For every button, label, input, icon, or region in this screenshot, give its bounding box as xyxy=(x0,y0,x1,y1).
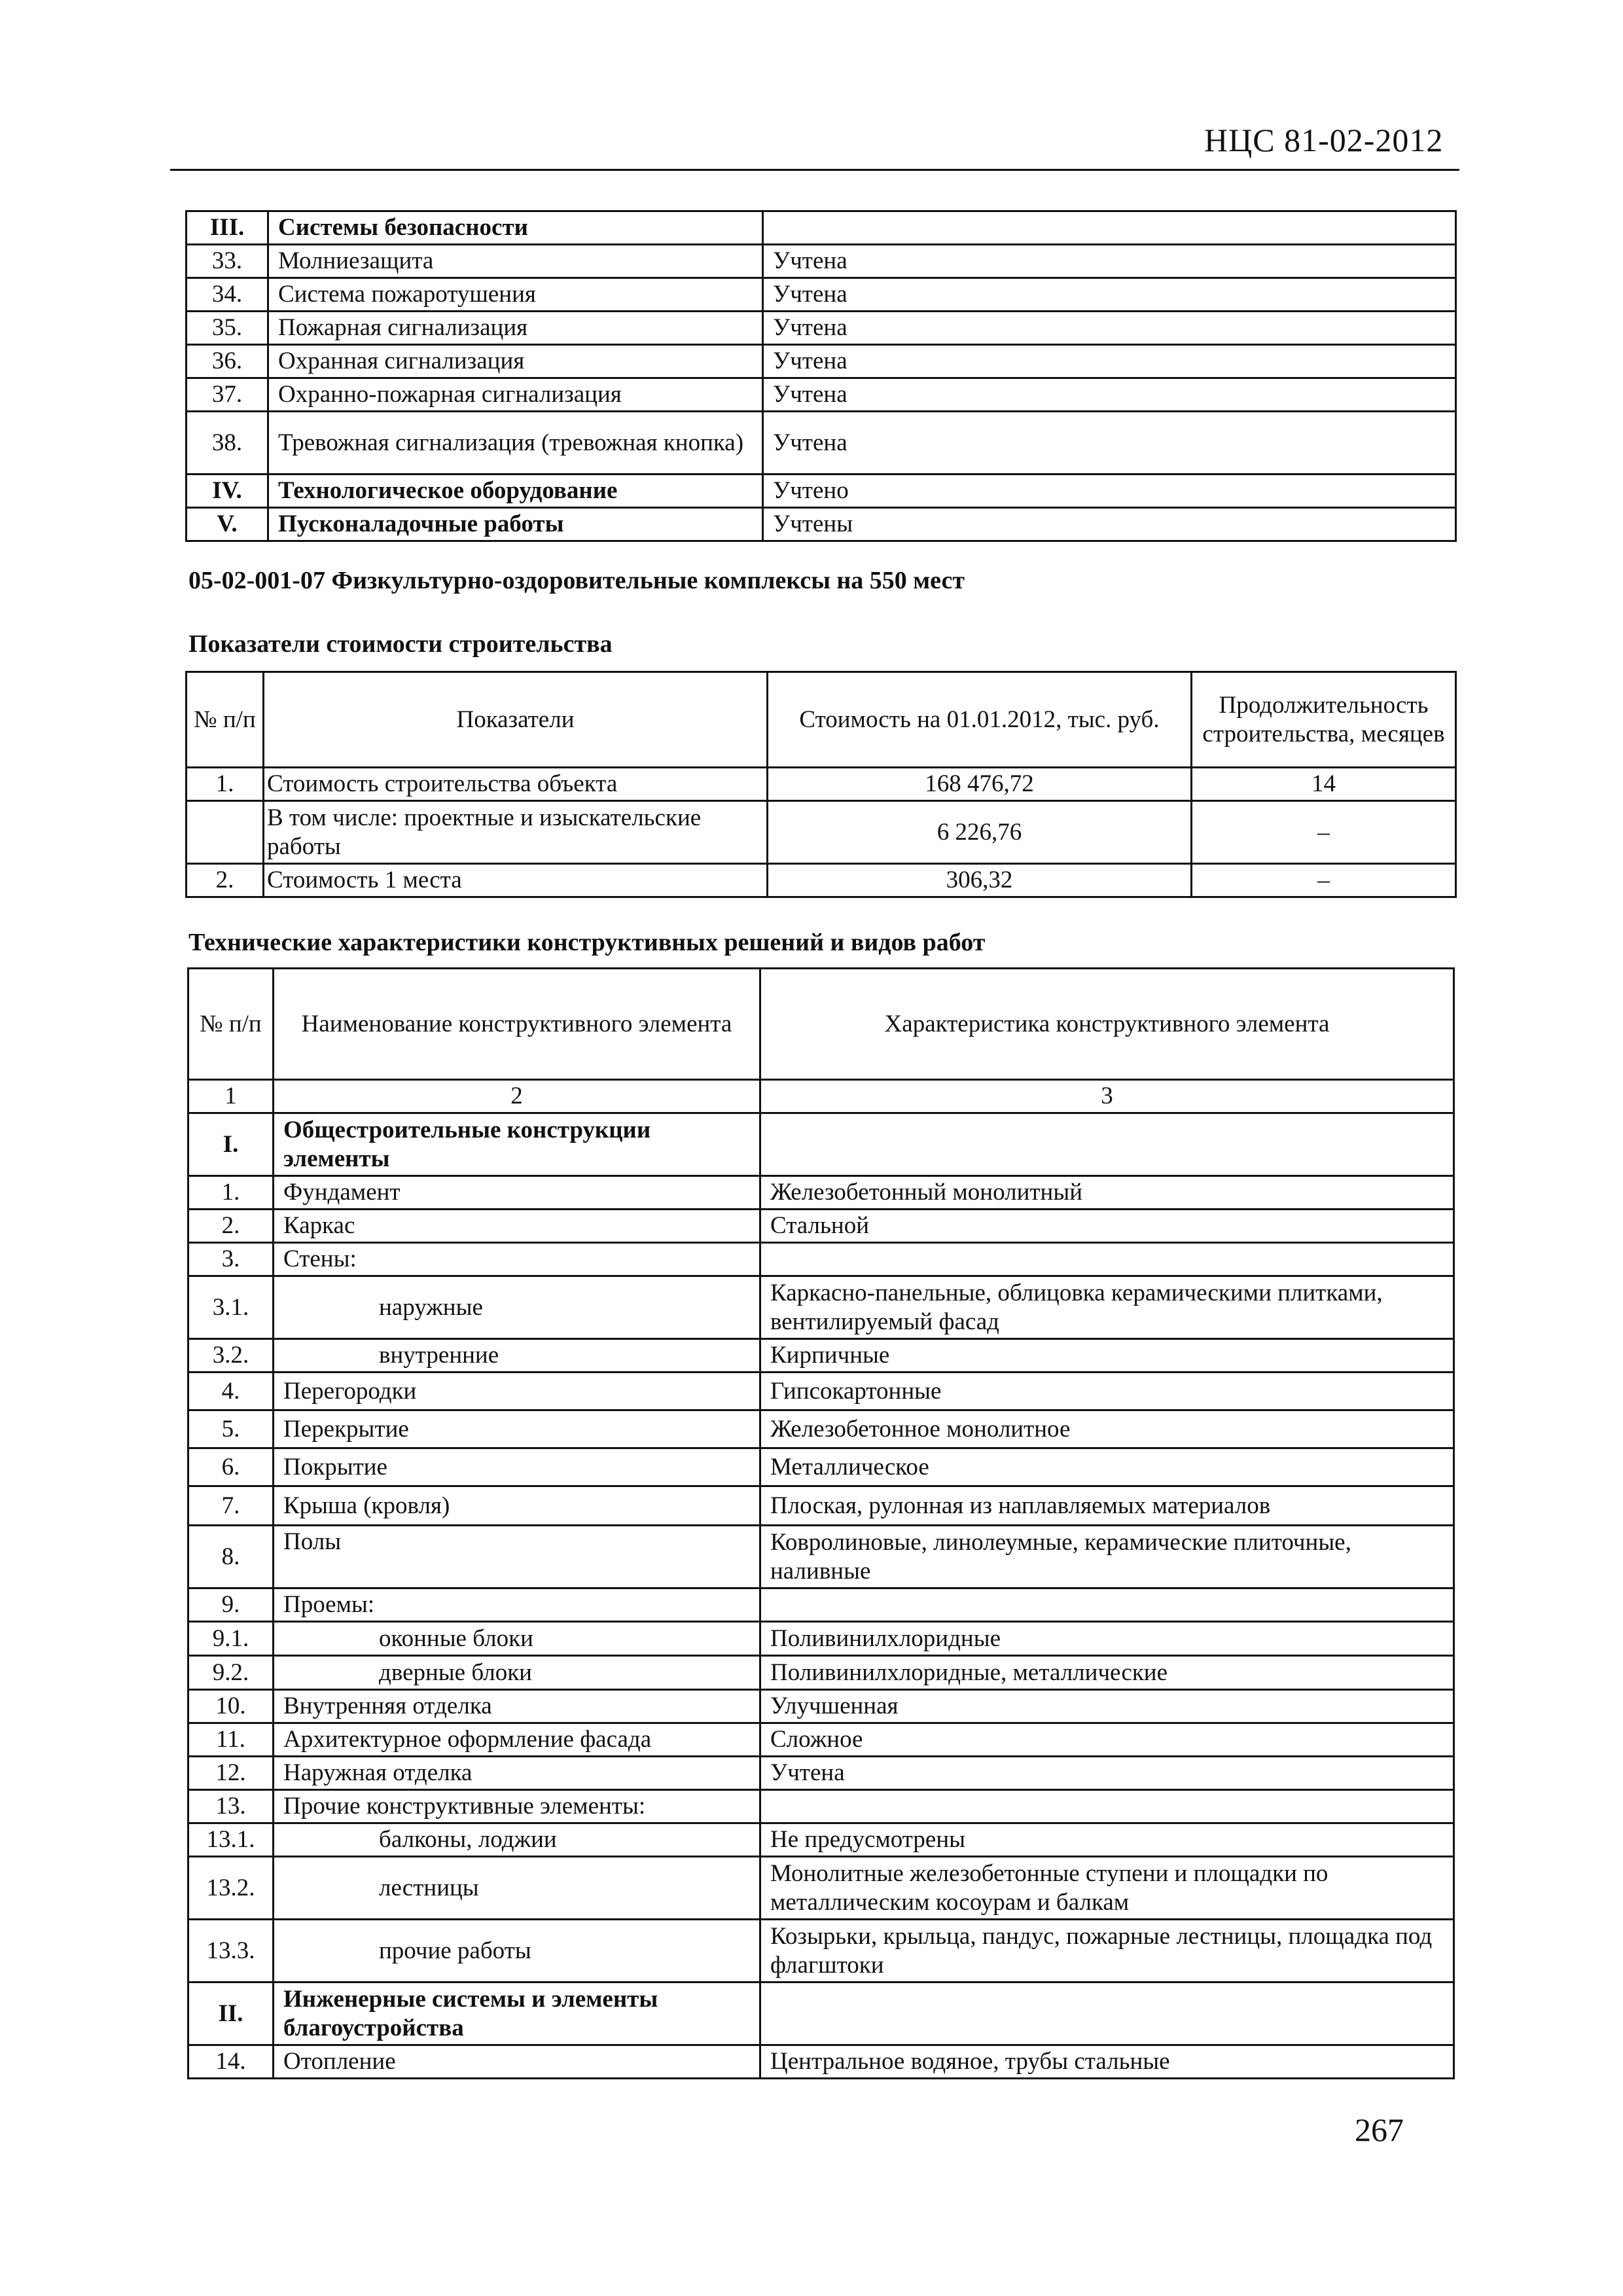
table-row xyxy=(188,2045,1454,2079)
row-number: 6. xyxy=(188,1448,274,1486)
row-name: Молниезащита xyxy=(268,245,763,278)
row-number: 38. xyxy=(187,412,268,475)
table-row xyxy=(187,378,1456,412)
row-number: 3. xyxy=(188,1243,274,1276)
row-characteristic: Улучшенная xyxy=(760,1690,1454,1723)
row-number: IV. xyxy=(187,475,268,508)
row-characteristic xyxy=(760,1790,1454,1823)
row-element: Инженерные системы и элементы благоустройства xyxy=(274,1982,760,2045)
table-header-row xyxy=(187,672,1456,768)
row-cost: 6 226,76 xyxy=(768,801,1192,864)
row-number: 35. xyxy=(187,312,268,345)
row-characteristic: Центральное водяное, трубы стальные xyxy=(760,2045,1454,2079)
row-name: Технологическое оборудование xyxy=(268,475,763,508)
header-element: Наименование конструктивного элемента xyxy=(274,969,760,1080)
table-row xyxy=(187,412,1456,475)
row-element: балконы, лоджии xyxy=(274,1823,760,1857)
row-number: 13.1. xyxy=(188,1823,274,1857)
row-element: Крыша (кровля) xyxy=(274,1486,760,1526)
row-number: 2. xyxy=(188,1210,274,1243)
row-element: Наружная отделка xyxy=(274,1757,760,1790)
table-row xyxy=(188,1410,1454,1448)
row-characteristic: Сложное xyxy=(760,1723,1454,1757)
table-row xyxy=(188,1339,1454,1372)
row-value: Учтена xyxy=(763,412,1456,475)
table-row xyxy=(187,475,1456,508)
row-number: 9.1. xyxy=(188,1622,274,1656)
row-number: 8. xyxy=(188,1526,274,1588)
column-number: 1 xyxy=(188,1080,274,1113)
table-row xyxy=(188,1448,1454,1486)
row-indicator: В том числе: проектные и изыскательские работы xyxy=(264,801,768,864)
row-element: Общестроительные конструкции элементы xyxy=(274,1113,760,1176)
row-number: 11. xyxy=(188,1723,274,1757)
row-characteristic: Поливинилхлоридные xyxy=(760,1622,1454,1656)
table-row xyxy=(188,1622,1454,1656)
table-row xyxy=(188,1982,1454,2045)
row-duration: – xyxy=(1192,801,1456,864)
column-number: 2 xyxy=(274,1080,760,1113)
row-element: оконные блоки xyxy=(274,1622,760,1656)
row-number: II. xyxy=(188,1982,274,2045)
row-number: 13. xyxy=(188,1790,274,1823)
row-number: 7. xyxy=(188,1486,274,1526)
row-characteristic: Металлическое xyxy=(760,1448,1454,1486)
row-duration: – xyxy=(1192,864,1456,897)
cost-indicators-table xyxy=(185,671,1457,898)
row-element: дверные блоки xyxy=(274,1656,760,1690)
column-number-row xyxy=(188,1080,1454,1113)
row-element: Архитектурное оформление фасада xyxy=(274,1723,760,1757)
table-row xyxy=(188,1210,1454,1243)
table-row xyxy=(187,245,1456,278)
table-row xyxy=(188,1588,1454,1622)
row-name: Пожарная сигнализация xyxy=(268,312,763,345)
table-header-row xyxy=(188,969,1454,1080)
header-num: № п/п xyxy=(188,969,274,1080)
row-number: 37. xyxy=(187,378,268,412)
row-number: 4. xyxy=(188,1372,274,1410)
page-number: 267 xyxy=(1355,2111,1404,2148)
row-name: Пусконаладочные работы xyxy=(268,508,763,541)
row-characteristic: Плоская, рулонная из наплавляемых материалов xyxy=(760,1486,1454,1526)
row-characteristic: Учтена xyxy=(760,1757,1454,1790)
row-characteristic: Каркасно-панельные, облицовка керамическими плитками, вентилируемый фасад xyxy=(760,1276,1454,1339)
row-name: Система пожаротушения xyxy=(268,278,763,312)
row-number: III. xyxy=(187,211,268,245)
table-row xyxy=(188,1276,1454,1339)
row-characteristic: Монолитные железобетонные ступени и площадки по металлическим косоурам и балкам xyxy=(760,1857,1454,1920)
row-duration: 14 xyxy=(1192,768,1456,801)
header-divider xyxy=(170,169,1459,171)
row-characteristic: Железобетонное монолитное xyxy=(760,1410,1454,1448)
table-row xyxy=(188,1243,1454,1276)
table-row xyxy=(188,1920,1454,1982)
row-element: лестницы xyxy=(274,1857,760,1920)
row-number: 13.3. xyxy=(188,1920,274,1982)
table-row xyxy=(187,864,1456,897)
row-indicator: Стоимость 1 места xyxy=(264,864,768,897)
row-value: Учтена xyxy=(763,312,1456,345)
row-characteristic: Гипсокартонные xyxy=(760,1372,1454,1410)
row-element: Внутренняя отделка xyxy=(274,1690,760,1723)
row-name: Системы безопасности xyxy=(268,211,763,245)
row-value: Учтена xyxy=(763,345,1456,378)
row-cost: 306,32 xyxy=(768,864,1192,897)
table-row xyxy=(188,1723,1454,1757)
table-row xyxy=(187,278,1456,312)
header-cost: Стоимость на 01.01.2012, тыс. руб. xyxy=(768,672,1192,768)
row-value: Учтено xyxy=(763,475,1456,508)
header-num: № п/п xyxy=(187,672,264,768)
table-row xyxy=(187,801,1456,864)
row-value: Учтена xyxy=(763,378,1456,412)
row-number: 9. xyxy=(188,1588,274,1622)
table-row xyxy=(188,1790,1454,1823)
row-characteristic: Ковролиновые, линолеумные, керамические плиточные, наливные xyxy=(760,1526,1454,1588)
row-characteristic: Железобетонный монолитный xyxy=(760,1176,1454,1210)
row-characteristic: Козырьки, крыльца, пандус, пожарные лестницы, площадка под флагштоки xyxy=(760,1920,1454,1982)
row-number: 34. xyxy=(187,278,268,312)
row-value xyxy=(763,211,1456,245)
table-row xyxy=(188,1823,1454,1857)
row-characteristic xyxy=(760,1243,1454,1276)
technical-characteristics-table xyxy=(187,967,1455,2079)
header-duration: Продолжительность строительства, месяцев xyxy=(1192,672,1456,768)
row-cost: 168 476,72 xyxy=(768,768,1192,801)
table-row xyxy=(188,1656,1454,1690)
table-row xyxy=(187,345,1456,378)
row-number: 9.2. xyxy=(188,1656,274,1690)
table-row xyxy=(187,312,1456,345)
row-number: I. xyxy=(188,1113,274,1176)
cost-table-title: Показатели стоимости строительства xyxy=(188,630,613,658)
row-element: Прочие конструктивные элементы: xyxy=(274,1790,760,1823)
row-number: 33. xyxy=(187,245,268,278)
row-value: Учтены xyxy=(763,508,1456,541)
tech-table-title: Технические характеристики конструктивных решений и видов работ xyxy=(188,929,986,956)
row-element: Проемы: xyxy=(274,1588,760,1622)
table-row xyxy=(187,211,1456,245)
document-code: НЦС 81-02-2012 xyxy=(1204,122,1444,158)
row-value: Учтена xyxy=(763,245,1456,278)
header-characteristic: Характеристика конструктивного элемента xyxy=(760,969,1454,1080)
row-element: Стены: xyxy=(274,1243,760,1276)
table-row xyxy=(188,1526,1454,1588)
row-name: Тревожная сигнализация (тревожная кнопка) xyxy=(268,412,763,475)
row-number xyxy=(187,801,264,864)
row-characteristic: Не предусмотрены xyxy=(760,1823,1454,1857)
safety-systems-table xyxy=(185,210,1457,542)
table-row xyxy=(188,1857,1454,1920)
row-element: Полы xyxy=(274,1526,760,1588)
row-number: 1. xyxy=(188,1176,274,1210)
row-element: Перекрытие xyxy=(274,1410,760,1448)
row-indicator: Стоимость строительства объекта xyxy=(264,768,768,801)
row-element: Отопление xyxy=(274,2045,760,2079)
row-element: Покрытие xyxy=(274,1448,760,1486)
row-characteristic xyxy=(760,1588,1454,1622)
row-number: 14. xyxy=(188,2045,274,2079)
row-characteristic xyxy=(760,1982,1454,2045)
row-characteristic: Кирпичные xyxy=(760,1339,1454,1372)
row-characteristic: Стальной xyxy=(760,1210,1454,1243)
row-number: 1. xyxy=(187,768,264,801)
table-row xyxy=(187,768,1456,801)
header-indicator: Показатели xyxy=(264,672,768,768)
row-element: внутренние xyxy=(274,1339,760,1372)
row-number: 3.2. xyxy=(188,1339,274,1372)
table-row xyxy=(188,1113,1454,1176)
table-row xyxy=(188,1486,1454,1526)
table-row xyxy=(188,1757,1454,1790)
row-number: 3.1. xyxy=(188,1276,274,1339)
row-number: 36. xyxy=(187,345,268,378)
row-number: 2. xyxy=(187,864,264,897)
row-number: 12. xyxy=(188,1757,274,1790)
section-title: 05-02-001-07 Физкультурно-оздоровительные комплексы на 550 мест xyxy=(188,567,965,594)
column-number: 3 xyxy=(760,1080,1454,1113)
row-element: Фундамент xyxy=(274,1176,760,1210)
row-element: Каркас xyxy=(274,1210,760,1243)
row-value: Учтена xyxy=(763,278,1456,312)
row-number: 10. xyxy=(188,1690,274,1723)
row-number: V. xyxy=(187,508,268,541)
row-characteristic xyxy=(760,1113,1454,1176)
row-element: прочие работы xyxy=(274,1920,760,1982)
table-row xyxy=(188,1176,1454,1210)
table-row xyxy=(188,1690,1454,1723)
row-name: Охранно-пожарная сигнализация xyxy=(268,378,763,412)
row-number: 5. xyxy=(188,1410,274,1448)
table-row xyxy=(187,508,1456,541)
row-number: 13.2. xyxy=(188,1857,274,1920)
row-element: Перегородки xyxy=(274,1372,760,1410)
table-row xyxy=(188,1372,1454,1410)
row-name: Охранная сигнализация xyxy=(268,345,763,378)
row-characteristic: Поливинилхлоридные, металлические xyxy=(760,1656,1454,1690)
row-element: наружные xyxy=(274,1276,760,1339)
